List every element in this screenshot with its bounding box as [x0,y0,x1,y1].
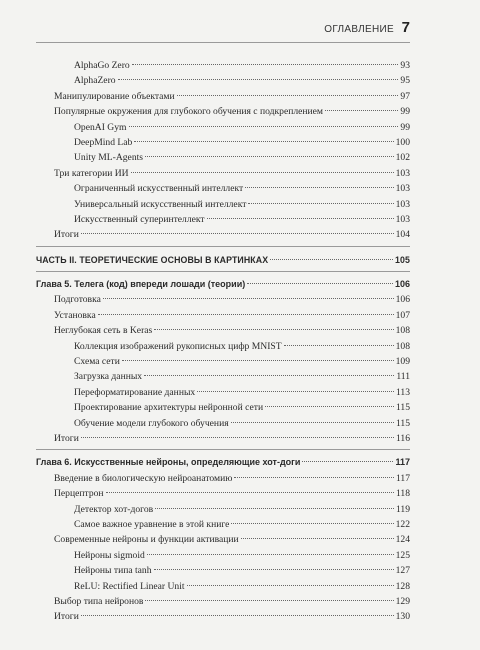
chapter-title: Глава 5. Телега (код) впереди лошади (теории) [36,279,246,290]
toc-chapter-heading [36,277,410,292]
toc-entry [36,563,410,578]
entry-page: 104 [395,229,410,241]
dot-leader [177,95,399,96]
entry-page: 115 [395,402,410,414]
entry-page: 113 [395,386,410,398]
dot-leader [132,64,399,65]
entry-title: AlphaGo Zero [74,60,130,71]
section-divider [36,271,410,272]
dot-leader [265,406,394,407]
entry-title: Три категории ИИ [54,167,129,179]
entry-title: Самое важное уравнение в этой книге [74,518,230,530]
entry-page: 119 [395,503,410,515]
dot-leader [247,283,393,284]
entry-page: 108 [395,325,410,337]
table-of-contents [36,58,410,625]
dot-leader [106,492,394,493]
chapter-page: 117 [395,457,410,468]
entry-title: Перцептрон [54,488,104,500]
entry-title: Нейроны sigmoid [74,549,145,561]
toc-entry [36,166,410,181]
toc-entry [36,339,410,354]
entry-title: Детектор хот-догов [74,503,154,515]
entry-page: 103 [395,213,410,225]
page-number: 7 [401,19,410,36]
toc-entry [36,594,410,609]
entry-page: 103 [395,183,410,195]
entry-title: Проектирование архитектуры нейронной сети [74,402,264,414]
entry-title: Схема сети [74,356,120,368]
dot-leader [241,538,394,539]
dot-leader [231,422,394,423]
dot-leader [131,172,394,173]
dot-leader [145,156,394,157]
entry-page: 102 [395,152,410,164]
entry-title: Нейроны типа tanh [74,565,152,577]
dot-leader [98,314,394,315]
entry-title: Ограниченный искусственный интеллект [74,183,244,195]
dot-leader [284,345,394,346]
entry-page: 106 [395,294,410,306]
entry-page: 129 [395,595,410,607]
entry-title: Загрузка данных [74,371,143,383]
toc-entry [36,181,410,196]
toc-entry [36,548,410,563]
toc-entry [36,517,410,532]
toc-entry [36,471,410,486]
toc-chapter5-entries [36,292,410,446]
dot-leader [197,391,394,392]
dot-leader [103,298,394,299]
entry-page: 127 [395,565,410,577]
dot-leader [81,615,394,616]
part-page: 105 [395,254,410,265]
entry-title: Современные нейроны и функции активации [54,534,239,546]
toc-entry [36,400,410,415]
dot-leader [187,585,394,586]
entry-page: 125 [395,549,410,561]
chapter-page: 106 [394,279,410,290]
entry-title: Обучение модели глубокого обучения [74,417,229,429]
dot-leader [122,360,394,361]
dot-leader [207,218,394,219]
dot-leader [245,187,393,188]
toc-block-part1-tail [36,58,410,243]
dot-leader [154,569,394,570]
entry-page: 103 [395,167,410,179]
toc-entry [36,308,410,323]
toc-part-heading [36,253,410,268]
entry-title: Неглубокая сеть в Keras [54,325,153,337]
dot-leader [147,554,394,555]
dot-leader [118,79,399,80]
toc-entry [36,58,410,73]
entry-page: 130 [395,611,410,623]
dot-leader [144,375,394,376]
entry-title: Популярные окружения для глубокого обучения с подкреплением [54,106,323,118]
entry-title: Выбор типа нейронов [54,595,144,607]
entry-page: 103 [395,198,410,210]
running-head [0,18,480,42]
entry-title: Итоги [54,229,79,241]
toc-entry [36,89,410,104]
dot-leader [81,437,394,438]
entry-title: Unity ML-Agents [74,152,144,164]
header-rule [36,42,410,43]
entry-title: Манипулирование объектами [54,90,175,102]
entry-title: DeepMind Lab [74,136,133,148]
entry-title: ReLU: Rectified Linear Unit [74,580,185,592]
dot-leader [81,233,394,234]
entry-page: 107 [395,309,410,321]
entry-page: 109 [395,356,410,368]
part-title: ЧАСТЬ II. ТЕОРЕТИЧЕСКИЕ ОСНОВЫ В КАРТИНКАХ [36,254,269,265]
toc-entry [36,502,410,517]
dot-leader [325,110,398,111]
entry-title: Установка [54,309,96,321]
entry-title: Итоги [54,611,79,623]
entry-title: Введение в биологическую нейроанатомию [54,472,233,484]
entry-page: 111 [396,371,410,383]
toc-entry [36,323,410,338]
toc-entry [36,212,410,227]
toc-entry [36,292,410,307]
entry-page: 93 [400,60,410,71]
toc-entry [36,369,410,384]
dot-leader [234,477,394,478]
entry-page: 117 [395,472,410,484]
entry-title: Переформатирование данных [74,386,196,398]
entry-page: 95 [400,75,410,87]
dot-leader [129,126,399,127]
section-divider [36,246,410,247]
dot-leader [145,600,393,601]
toc-entry [36,227,410,242]
entry-page: 128 [395,580,410,592]
entry-title: OpenAI Gym [74,121,127,133]
toc-entry [36,486,410,501]
entry-page: 118 [395,488,410,500]
toc-entry [36,120,410,135]
toc-entry [36,416,410,431]
entry-page: 100 [395,136,410,148]
toc-entry [36,354,410,369]
entry-title: Подготовка [54,294,101,306]
entry-title: Универсальный искусственный интеллект [74,198,247,210]
chapter-title: Глава 6. Искусственные нейроны, определяющие хот-доги [36,457,301,468]
toc-entry [36,532,410,547]
toc-entry [36,609,410,624]
toc-entry [36,431,410,446]
entry-title: Итоги [54,432,79,444]
toc-entry [36,135,410,150]
section-divider [36,449,410,450]
entry-title: AlphaZero [74,75,116,87]
entry-title: Коллекция изображений рукописных цифр MNIST [74,340,282,352]
entry-page: 122 [395,518,410,530]
dot-leader [155,508,394,509]
toc-entry [36,150,410,165]
entry-page: 97 [400,90,410,102]
dot-leader [302,461,393,462]
entry-page: 108 [395,340,410,352]
entry-page: 124 [395,534,410,546]
entry-page: 116 [395,432,410,444]
dot-leader [154,329,393,330]
entry-page: 115 [395,417,410,429]
toc-entry [36,197,410,212]
dot-leader [270,259,393,260]
toc-chapter-heading [36,455,410,470]
toc-chapter6-entries [36,471,410,625]
dot-leader [248,203,393,204]
dot-leader [231,523,393,524]
toc-entry [36,579,410,594]
toc-entry [36,73,410,88]
entry-page: 99 [400,106,410,118]
dot-leader [134,141,393,142]
running-head-title: ОГЛАВЛЕНИЕ [324,24,394,35]
toc-entry [36,104,410,119]
entry-page: 99 [400,121,410,133]
entry-title: Искусственный суперинтеллект [74,213,205,225]
toc-entry [36,385,410,400]
